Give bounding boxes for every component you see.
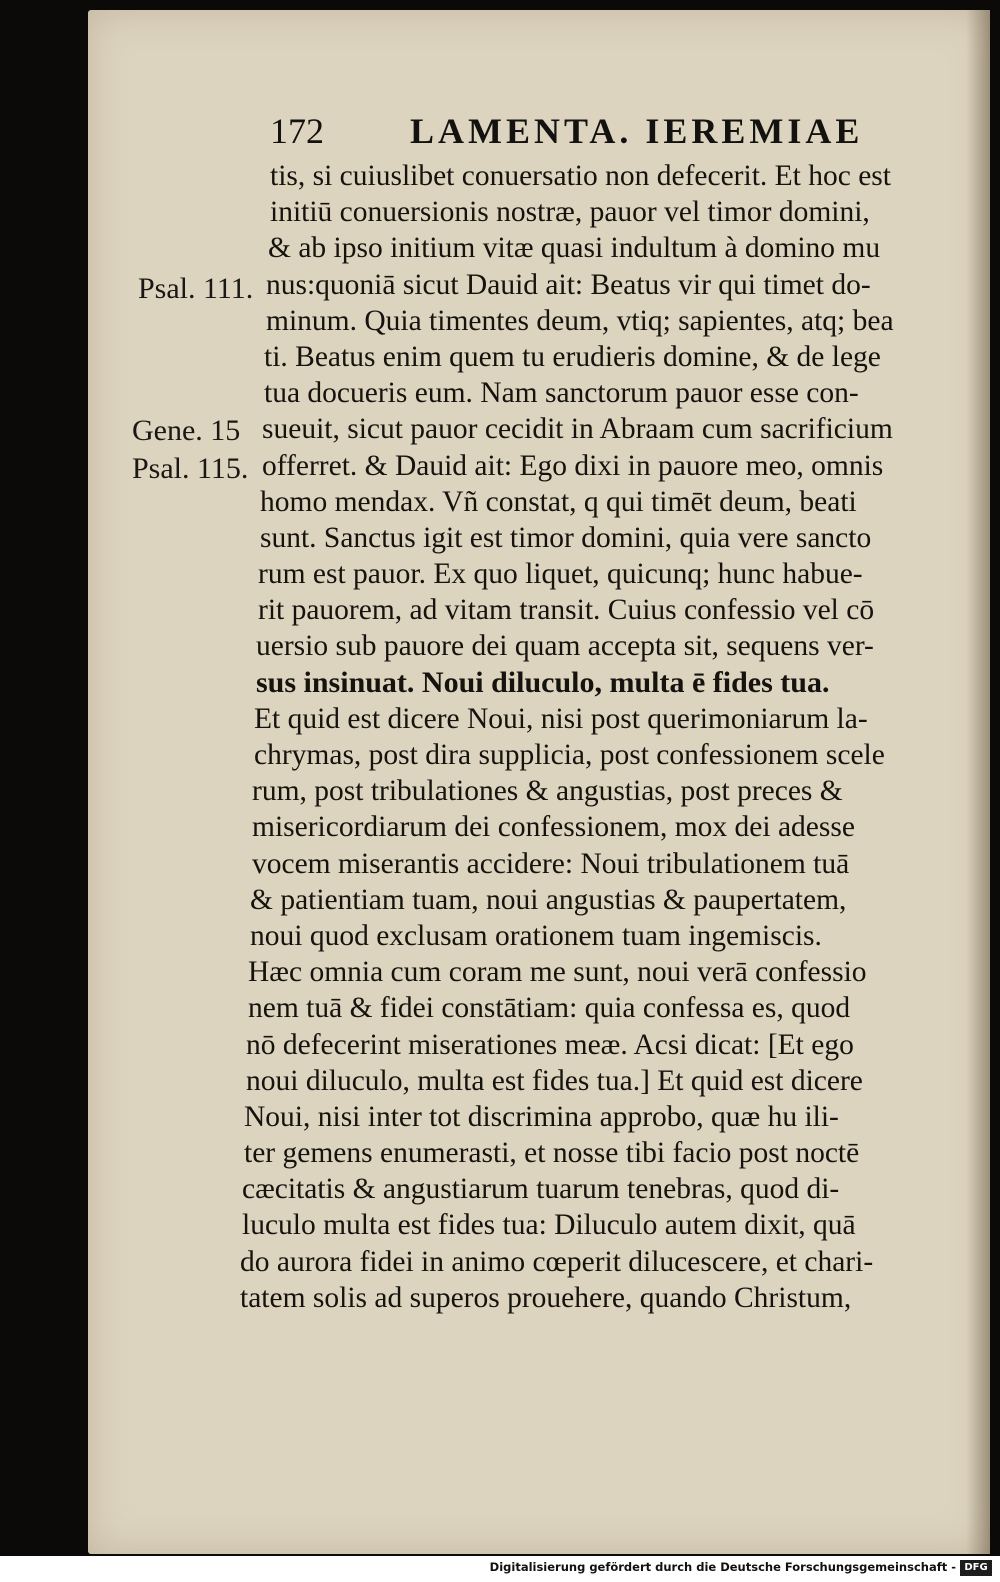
text-line: misericordiarum dei confessionem, mox dei adesse xyxy=(252,811,855,844)
text-line: noui diluculo, multa est fides tua.] Et quid est dicere xyxy=(246,1064,863,1097)
text-line: Et quid est dicere Noui, nisi post querimoniarum la- xyxy=(254,702,868,735)
page-number: 172 xyxy=(270,111,324,151)
text-line: tatem solis ad superos prouehere, quando Christum, xyxy=(240,1281,852,1314)
text-line: initiū conuersionis nostræ, pauor vel timor domini, xyxy=(270,196,870,229)
text-line: offerret. & Dauid ait: Ego dixi in pauore meo, omnis xyxy=(262,449,884,482)
funding-credit: Digitalisierung gefördert durch die Deutsche Forschungsgemeinschaft - xyxy=(489,1560,956,1574)
text-line: ti. Beatus enim quem tu erudieris domine, & de lege xyxy=(264,340,881,373)
body-text xyxy=(240,158,960,1316)
text-line: chrymas, post dira supplicia, post confessionem scele xyxy=(254,739,885,771)
text-line: luculo multa est fides tua: Diluculo autem dixit, quā xyxy=(242,1209,856,1242)
dfg-logo: DFG xyxy=(960,1560,992,1576)
page-gutter-shadow xyxy=(966,10,990,1554)
text-line: noui quod exclusam orationem tuam ingemiscis. xyxy=(250,919,822,952)
page-header xyxy=(270,102,890,152)
text-line: Noui, nisi inter tot discrimina approbo, quæ hu ili- xyxy=(244,1100,839,1133)
text-line: tis, si cuiuslibet conuersatio non defecerit. Et hoc est xyxy=(270,160,891,192)
margin-note: Psal. 111. xyxy=(138,272,254,305)
text-line: nem tuā & fidei constātiam: quia confessa es, quod xyxy=(248,992,851,1025)
footer-bar xyxy=(0,1556,1000,1582)
text-line: vocem miserantis accidere: Noui tribulationem tuā xyxy=(252,847,850,880)
text-line: rit pauorem, ad vitam transit. Cuius confessio vel cō xyxy=(258,594,875,627)
text-line: sus insinuat. Noui diluculo, multa ē fides tua. xyxy=(256,665,830,699)
text-line: nus:quoniā sicut Dauid ait: Beatus vir qui timet do- xyxy=(266,268,871,301)
text-line: nō defecerint miserationes meæ. Acsi dicat: [Et ego xyxy=(246,1028,854,1061)
text-line: & patientiam tuam, noui angustias & paupertatem, xyxy=(250,883,847,916)
text-line: uersio sub pauore dei quam accepta sit, sequens ver- xyxy=(256,630,874,663)
text-line: minum. Quia timentes deum, vtiq; sapientes, atq; bea xyxy=(266,304,894,337)
text-line: sunt. Sanctus igit est timor domini, quia vere sancto xyxy=(260,521,872,554)
margin-note: Gene. 15 xyxy=(132,414,241,447)
text-line: cæcitatis & angustiarum tuarum tenebras, quod di- xyxy=(242,1173,840,1206)
text-line: tua docueris eum. Nam sanctorum pauor esse con- xyxy=(264,377,859,410)
text-line: do aurora fidei in animo cœperit dilucescere, et chari- xyxy=(240,1245,874,1278)
text-line: ter gemens enumerasti, et nosse tibi facio post noctē xyxy=(244,1137,860,1170)
margin-note: Psal. 115. xyxy=(132,452,249,485)
running-title: LAMENTA. IEREMIAE xyxy=(410,111,864,151)
text-line: sueuit, sicut pauor cecidit in Abraam cum sacrificium xyxy=(262,413,893,446)
text-line: Hæc omnia cum coram me sunt, noui verā confessio xyxy=(248,956,867,989)
text-line: rum, post tribulationes & angustias, post preces & xyxy=(252,775,843,808)
text-line: & ab ipso initium vitæ quasi indultum à domino mu xyxy=(268,232,881,265)
text-line: rum est pauor. Ex quo liquet, quicunq; hunc habue- xyxy=(258,558,863,591)
text-line: homo mendax. Vñ constat, q qui timēt deum, beati xyxy=(260,485,857,518)
